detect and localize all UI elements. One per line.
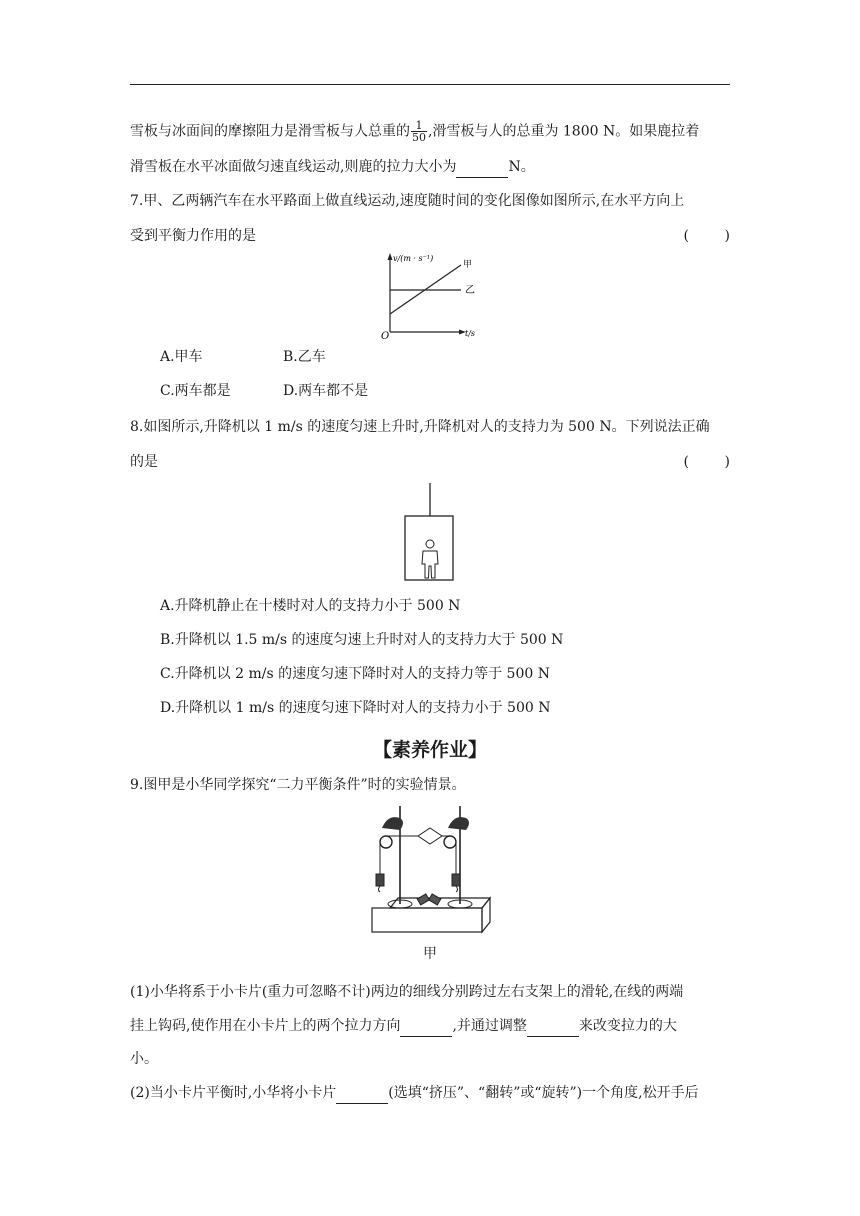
q9-text: (2)当小卡片平衡时,小华将小卡片 — [130, 1085, 337, 1101]
q8-option-d[interactable]: D.升降机以 1 m/s 的速度匀速下降时对人的支持力小于 500 N — [160, 700, 551, 716]
q9-text: 来改变拉力的大 — [578, 1018, 677, 1034]
section-title: 【素养作业】 — [372, 739, 487, 761]
graph-origin: O — [381, 331, 390, 342]
q6-unit: N。 — [508, 159, 535, 175]
answer-blank-direction[interactable] — [400, 1016, 452, 1037]
q9-text: (选填“挤压”、“翻转”或“旋转”)一个角度,松开手后 — [388, 1085, 699, 1101]
q6-line-2 — [130, 157, 535, 178]
q6-line-1 — [130, 120, 699, 143]
q9-stem: 9.图甲是小华同学探究“二力平衡条件”时的实验情景。 — [130, 777, 466, 793]
right-clamp — [448, 817, 469, 830]
q7-stem-line-2: 受到平衡力作用的是 — [130, 228, 256, 244]
q8-option-a[interactable]: A.升降机静止在十楼时对人的支持力小于 500 N — [160, 598, 461, 614]
q9-part1-line-2 — [130, 1016, 677, 1037]
graph-x-label: t/s — [465, 329, 476, 338]
q7-stem-line-1: 7.甲、乙两辆汽车在水平路面上做直线运动,速度随时间的变化图像如图所示,在水平方向上 — [130, 193, 685, 209]
answer-blank[interactable] — [456, 157, 508, 178]
q6-text-a: 雪板与冰面间的摩擦阻力是滑雪板与人总重的 — [130, 123, 410, 140]
q7-option-d[interactable]: D.两车都不是 — [283, 383, 369, 399]
fraction — [411, 120, 427, 143]
q7-option-c[interactable]: C.两车都是 — [160, 383, 231, 399]
q8-option-c[interactable]: C.升降机以 2 m/s 的速度匀速下降时对人的支持力等于 500 N — [160, 666, 550, 682]
right-pulley — [444, 836, 456, 848]
weights-on-base — [417, 894, 441, 905]
q7-answer-paren[interactable]: ( ) — [683, 228, 730, 244]
q7-option-b[interactable]: B.乙车 — [283, 349, 326, 365]
left-pulley — [380, 836, 392, 848]
q7-velocity-time-graph — [375, 250, 495, 342]
fraction-numerator: 1 — [411, 120, 427, 132]
person-icon — [422, 540, 438, 578]
answer-blank-action[interactable] — [336, 1083, 388, 1104]
q6-text-c: 滑雪板在水平冰面做匀速直线运动,则鹿的拉力大小为 — [130, 159, 457, 175]
fraction-denominator: 50 — [412, 131, 426, 144]
q8-option-b[interactable]: B.升降机以 1.5 m/s 的速度匀速上升时对人的支持力大于 500 N — [160, 632, 564, 648]
graph-label-yi: 乙 — [465, 285, 475, 296]
q7-option-a[interactable]: A.甲车 — [160, 349, 203, 365]
graph-y-label: v/(m · s⁻¹) — [393, 254, 434, 263]
answer-blank-adjust[interactable] — [527, 1016, 579, 1037]
q9-part1-line-3: 小。 — [130, 1051, 158, 1067]
q8-stem-line-1: 8.如图所示,升降机以 1 m/s 的速度匀速上升时,升降机对人的支持力为 500 N。下列说法正确 — [130, 419, 710, 435]
q9-part2-line-1 — [130, 1083, 699, 1104]
q8-answer-paren[interactable]: ( ) — [683, 454, 730, 470]
left-hook-weight — [376, 874, 384, 886]
q9-text: ,并通过调整 — [452, 1018, 527, 1034]
q9-text: 挂上钩码,使作用在小卡片上的两个拉力方向 — [130, 1018, 401, 1034]
two-force-apparatus-figure — [368, 800, 494, 938]
elevator-figure — [400, 482, 460, 584]
graph-label-jia: 甲 — [463, 260, 473, 270]
q9-part1-line-1: (1)小华将系于小卡片(重力可忽略不计)两边的细线分别跨过左右支架上的滑轮,在线的两端 — [130, 984, 684, 1000]
q6-text-b: ,滑雪板与人的总重为 1800 N。如果鹿拉着 — [428, 123, 700, 140]
q8-stem-line-2: 的是 — [130, 454, 158, 470]
header-rule — [130, 84, 730, 85]
right-hook-weight — [452, 874, 460, 886]
figure-caption: 甲 — [423, 946, 437, 962]
small-card — [418, 828, 442, 844]
left-clamp — [382, 817, 403, 830]
